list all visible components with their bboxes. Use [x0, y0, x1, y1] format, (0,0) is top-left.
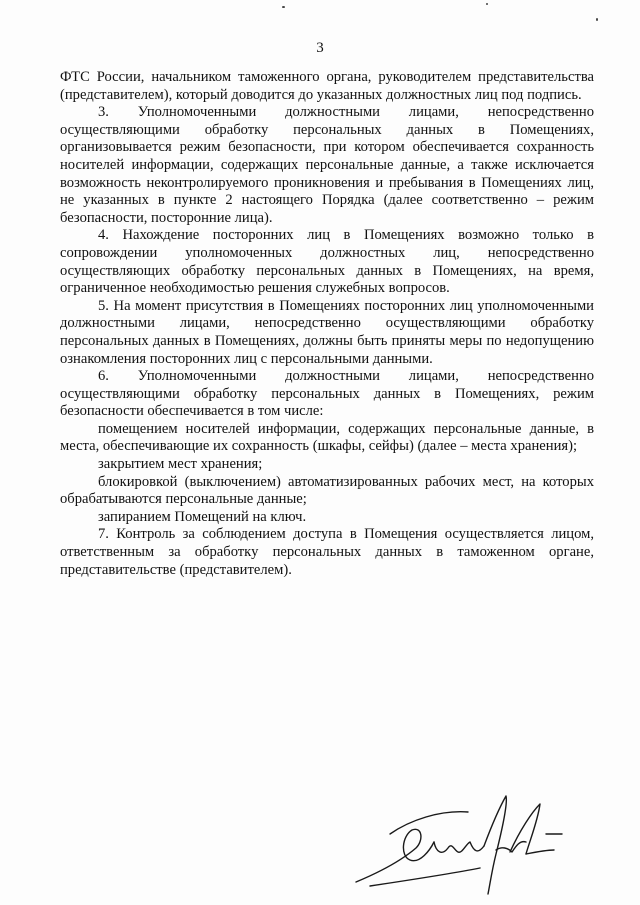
paragraph-item-5: 5. На момент присутствия в Помещениях посторонних лиц уполномоченными должностными лицами, непосредственно осуществляющими обработку персональных данных в Помещениях, должны быть приняты меры по недопущению ознакомления посторонних лиц с персональными данными.: [60, 297, 594, 367]
scan-speck: [486, 3, 488, 5]
paragraph-item-4: 4. Нахождение посторонних лиц в Помещениях возможно только в сопровождении уполномоченных должностных лиц, непосредственно осуществляющих обработку персональных данных в Помещениях, на время, ограниченное необходимостью решения служебных вопросов.: [60, 227, 594, 297]
page-number: 3: [316, 40, 324, 56]
paragraph-item-6-workstations: блокировкой (выключением) автоматизированных рабочих мест, на которых обрабатываются персональные данные;: [60, 473, 594, 508]
paragraph-item-6: 6. Уполномоченными должностными лицами, непосредственно осуществляющими обработку персональных данных в Помещениях, режим безопасности обеспечивается в том числе:: [60, 368, 594, 420]
document-body: [60, 69, 594, 579]
paragraph-item-3: 3. Уполномоченными должностными лицами, непосредственно осуществляющими обработку персональных данных в Помещениях, организовывается режим безопасности, при котором обеспечивается сохранность носителей информации, содержащих персональные данные, а также исключается возможность неконтролируемого проникновения и пребывания в Помещениях лиц, не указанных в пункте 2 настоящего Порядка (далее соответственно – режим безопасности, посторонние лица).: [60, 104, 594, 226]
scan-speck: [282, 6, 285, 8]
scan-speck: [596, 18, 598, 21]
paragraph-item-7: 7. Контроль за соблюдением доступа в Помещения осуществляется лицом, ответственным за обработку персональных данных в таможенном органе, представительстве (представителем).: [60, 526, 594, 578]
paragraph-item-6-locking: запиранием Помещений на ключ.: [98, 508, 307, 525]
paragraph-item-6-closing: закрытием мест хранения;: [98, 456, 263, 473]
paragraph-continuation: ФТС России, начальником таможенного органа, руководителем представительства (представителем), который доводится до указанных должностных лиц под подпись.: [60, 69, 594, 103]
handwritten-signature: [350, 790, 570, 900]
paragraph-item-6-storage: помещением носителей информации, содержащих персональные данные, в места, обеспечивающие их сохранность (шкафы, сейфы) (далее – места хранения);: [60, 420, 594, 455]
